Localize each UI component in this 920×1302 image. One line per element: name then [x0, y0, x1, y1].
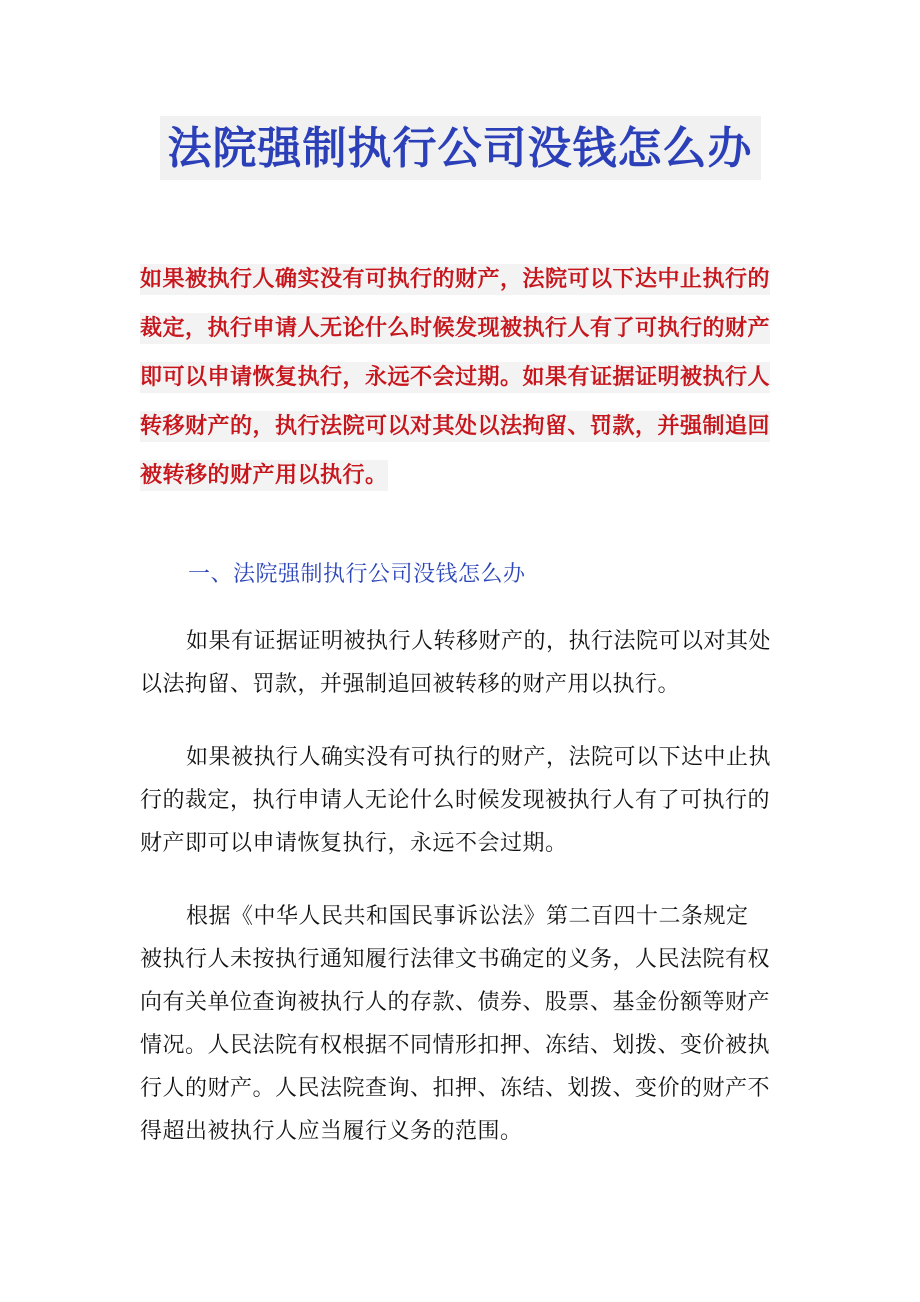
summary-line — [140, 304, 788, 353]
summary-line — [140, 451, 788, 500]
summary-line — [140, 402, 788, 451]
paragraph-line: 根据《中华人民共和国民事诉讼法》第二百四十二条规定 — [186, 904, 749, 929]
paragraph-line: 如果有证据证明被执行人转移财产的，执行法院可以对其处 — [186, 629, 772, 654]
paragraph-line: 被执行人未按执行通知履行法律文书确定的义务，人民法院有权 — [140, 947, 771, 972]
paragraph-line: 向有关单位查询被执行人的存款、债券、股票、基金份额等财产 — [140, 990, 771, 1015]
body-paragraph-3 — [140, 895, 790, 1153]
paragraph-line: 得超出被执行人应当履行义务的范围。 — [140, 1119, 523, 1144]
body-paragraph-2 — [140, 736, 790, 865]
page-title: 法院强制执行公司没钱怎么办 — [160, 116, 761, 180]
section-heading: 一、法院强制执行公司没钱怎么办 — [188, 562, 526, 587]
paragraph-line: 行人的财产。人民法院查询、扣押、冻结、划拨、变价的财产不 — [140, 1076, 771, 1101]
summary-line-text: 转移财产的，执行法院可以对其处以法拘留、罚款，并强制追回 — [140, 411, 770, 442]
summary-block — [140, 255, 788, 500]
summary-line-text: 即可以申请恢复执行，永远不会过期。如果有证据证明被执行人 — [140, 362, 770, 393]
title-container — [0, 116, 920, 180]
summary-line-text: 裁定，执行申请人无论什么时候发现被执行人有了可执行的财产 — [140, 313, 770, 344]
body-paragraph-1 — [140, 620, 790, 706]
summary-line-text: 被转移的财产用以执行。 — [140, 460, 388, 491]
paragraph-line: 以法拘留、罚款，并强制追回被转移的财产用以执行。 — [140, 672, 681, 697]
paragraph-line: 如果被执行人确实没有可执行的财产，法院可以下达中止执 — [186, 745, 772, 770]
paragraph-line: 行的裁定，执行申请人无论什么时候发现被执行人有了可执行的 — [140, 788, 771, 813]
summary-line — [140, 353, 788, 402]
paragraph-line: 财产即可以申请恢复执行，永远不会过期。 — [140, 831, 568, 856]
summary-line-text: 如果被执行人确实没有可执行的财产，法院可以下达中止执行的 — [140, 264, 770, 295]
summary-line — [140, 255, 788, 304]
paragraph-line: 情况。人民法院有权根据不同情形扣押、冻结、划拨、变价被执 — [140, 1033, 771, 1058]
